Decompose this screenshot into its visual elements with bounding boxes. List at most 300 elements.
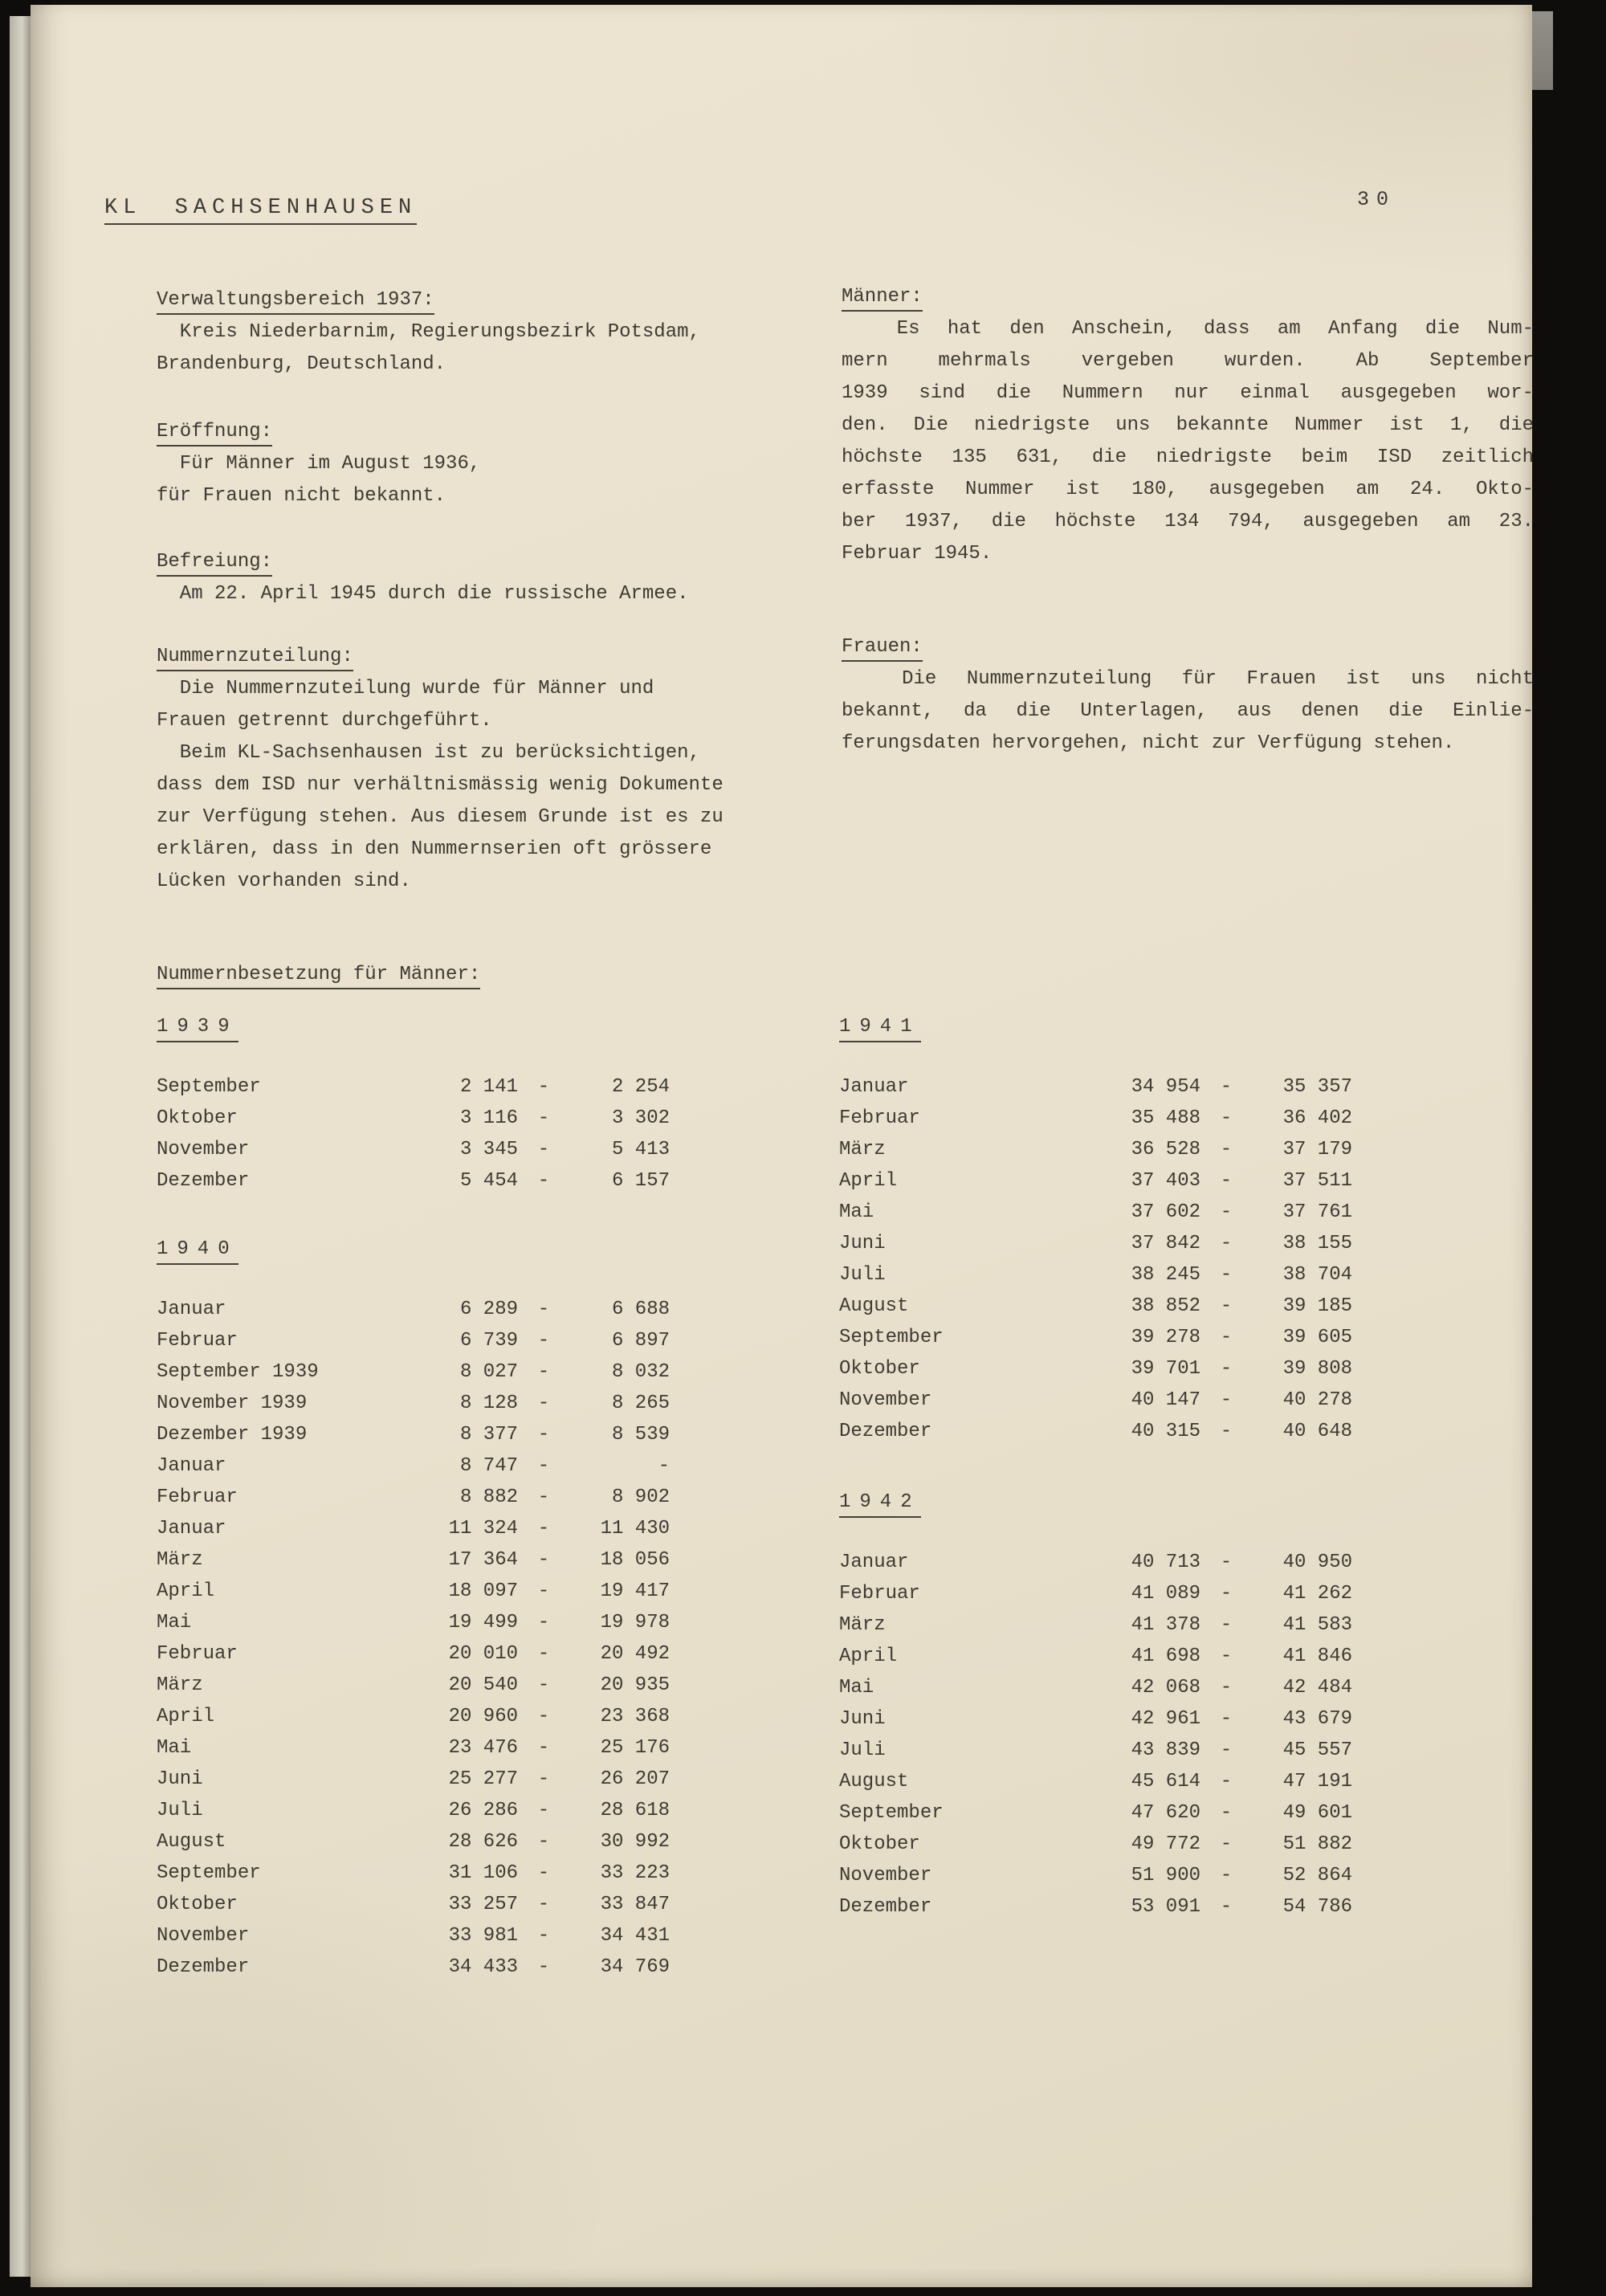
section-body bbox=[157, 316, 775, 381]
range-dash: - bbox=[537, 1518, 550, 1540]
start-number: 19 499 bbox=[448, 1612, 518, 1633]
start-number: 2 141 bbox=[459, 1076, 518, 1098]
start-number: 20 960 bbox=[448, 1706, 518, 1727]
range-dash: - bbox=[537, 1706, 550, 1727]
start-number: 25 277 bbox=[448, 1768, 518, 1790]
end-number: 38 704 bbox=[1282, 1264, 1352, 1286]
section-heading: Eröffnung: bbox=[157, 416, 775, 448]
section-body bbox=[157, 673, 775, 898]
month-label: Februar bbox=[157, 1330, 238, 1352]
month-label: September 1939 bbox=[157, 1361, 319, 1383]
start-number: 20 540 bbox=[448, 1674, 518, 1696]
month-label: April bbox=[839, 1170, 898, 1192]
month-label: Januar bbox=[157, 1299, 226, 1320]
end-number: 19 978 bbox=[600, 1612, 670, 1633]
section-nummernzuteilung bbox=[157, 641, 775, 898]
number-table-1942 bbox=[839, 1491, 1352, 1923]
table-rows bbox=[839, 1547, 1352, 1923]
start-number: 28 626 bbox=[448, 1831, 518, 1853]
end-number: 36 402 bbox=[1282, 1107, 1352, 1129]
end-number: 37 761 bbox=[1282, 1201, 1352, 1223]
month-label: Mai bbox=[157, 1737, 192, 1759]
month-label: Dezember bbox=[839, 1421, 932, 1442]
table-year-heading: 1940 bbox=[157, 1238, 238, 1265]
month-label: März bbox=[157, 1674, 203, 1696]
start-number: 8 128 bbox=[459, 1393, 518, 1414]
section-verwaltungsbereich bbox=[157, 284, 775, 381]
table-rows bbox=[839, 1071, 1352, 1447]
month-label: November bbox=[157, 1925, 250, 1947]
table-row bbox=[157, 1858, 670, 1889]
table-row bbox=[157, 1419, 670, 1450]
table-row bbox=[839, 1829, 1352, 1860]
text-line: für Frauen nicht bekannt. bbox=[157, 485, 446, 507]
section-befreiung bbox=[157, 546, 775, 610]
table-row bbox=[157, 1165, 670, 1197]
end-number: 8 902 bbox=[611, 1486, 670, 1508]
start-number: 5 454 bbox=[459, 1170, 518, 1192]
table-row bbox=[839, 1165, 1352, 1197]
start-number: 33 981 bbox=[448, 1925, 518, 1947]
range-dash: - bbox=[1220, 1802, 1233, 1824]
start-number: 8 747 bbox=[459, 1455, 518, 1477]
range-dash: - bbox=[1220, 1139, 1233, 1160]
text-line: Februar 1945. bbox=[842, 543, 993, 565]
table-row bbox=[157, 1576, 670, 1607]
month-label: Oktober bbox=[839, 1833, 920, 1855]
table-row bbox=[839, 1291, 1352, 1322]
table-row bbox=[839, 1735, 1352, 1766]
month-label: Januar bbox=[157, 1455, 226, 1477]
text-line: Die Nummernzuteilung für Frauen ist uns nicht bbox=[842, 668, 1534, 690]
section-body bbox=[157, 578, 775, 610]
start-number: 42 068 bbox=[1131, 1677, 1200, 1699]
table-row bbox=[157, 1670, 670, 1701]
start-number: 40 713 bbox=[1131, 1552, 1200, 1573]
range-dash: - bbox=[1220, 1739, 1233, 1761]
range-dash: - bbox=[537, 1330, 550, 1352]
month-label: Mai bbox=[839, 1201, 874, 1223]
range-dash: - bbox=[537, 1831, 550, 1853]
month-label: April bbox=[839, 1646, 898, 1667]
month-label: Juni bbox=[157, 1768, 203, 1790]
month-label: Dezember bbox=[157, 1956, 250, 1978]
start-number: 8 027 bbox=[459, 1361, 518, 1383]
end-number: 3 302 bbox=[611, 1107, 670, 1129]
section-heading: Verwaltungsbereich 1937: bbox=[157, 284, 775, 316]
range-dash: - bbox=[1220, 1295, 1233, 1317]
start-number: 53 091 bbox=[1131, 1896, 1200, 1918]
start-number: 37 842 bbox=[1131, 1233, 1200, 1254]
start-number: 3 116 bbox=[459, 1107, 518, 1129]
end-number: 40 278 bbox=[1282, 1389, 1352, 1411]
range-dash: - bbox=[537, 1768, 550, 1790]
range-dash: - bbox=[537, 1894, 550, 1915]
range-dash: - bbox=[1220, 1076, 1233, 1098]
text-line: bekannt, da die Unterlagen, aus denen die Einlie- bbox=[842, 700, 1534, 722]
month-label: November 1939 bbox=[157, 1393, 308, 1414]
start-number: 33 257 bbox=[448, 1894, 518, 1915]
range-dash: - bbox=[1220, 1896, 1233, 1918]
range-dash: - bbox=[537, 1424, 550, 1446]
month-label: Januar bbox=[839, 1076, 909, 1098]
month-label: September bbox=[839, 1802, 944, 1824]
end-number: 35 357 bbox=[1282, 1076, 1352, 1098]
table-year-heading: 1942 bbox=[839, 1491, 921, 1518]
start-number: 8 377 bbox=[459, 1424, 518, 1446]
range-dash: - bbox=[537, 1549, 550, 1571]
table-row bbox=[157, 1103, 670, 1134]
start-number: 37 602 bbox=[1131, 1201, 1200, 1223]
table-row bbox=[839, 1103, 1352, 1134]
start-number: 17 364 bbox=[448, 1549, 518, 1571]
start-number: 51 900 bbox=[1131, 1865, 1200, 1886]
text-line: ber 1937, die höchste 134 794, ausgegeben am 23. bbox=[842, 511, 1534, 532]
range-dash: - bbox=[537, 1455, 550, 1477]
end-number: 34 431 bbox=[600, 1925, 670, 1947]
number-table-1941 bbox=[839, 1015, 1352, 1447]
month-label: August bbox=[839, 1771, 909, 1792]
text-line: höchste 135 631, die niedrigste beim ISD zeitlich bbox=[842, 447, 1534, 468]
range-dash: - bbox=[537, 1643, 550, 1665]
table-row bbox=[157, 1325, 670, 1356]
range-dash: - bbox=[1220, 1646, 1233, 1667]
table-row bbox=[839, 1641, 1352, 1672]
start-number: 20 010 bbox=[448, 1643, 518, 1665]
month-label: April bbox=[157, 1580, 215, 1602]
end-number: 18 056 bbox=[600, 1549, 670, 1571]
end-number: 28 618 bbox=[600, 1800, 670, 1821]
table-row bbox=[157, 1607, 670, 1638]
text-line: zur Verfügung stehen. Aus diesem Grunde ist es zu bbox=[157, 806, 724, 828]
range-dash: - bbox=[537, 1862, 550, 1884]
range-dash: - bbox=[1220, 1677, 1233, 1699]
month-label: Februar bbox=[157, 1643, 238, 1665]
page-title: KL SACHSENHAUSEN bbox=[104, 196, 417, 225]
end-number: 11 430 bbox=[600, 1518, 670, 1540]
text-line: dass dem ISD nur verhältnismässig wenig Dokumente bbox=[157, 774, 724, 796]
month-label: November bbox=[839, 1865, 932, 1886]
section-heading: Befreiung: bbox=[157, 546, 775, 578]
end-number: 41 846 bbox=[1282, 1646, 1352, 1667]
table-row bbox=[839, 1322, 1352, 1353]
month-label: Dezember bbox=[157, 1170, 250, 1192]
end-number: 33 847 bbox=[600, 1894, 670, 1915]
start-number: 41 089 bbox=[1131, 1583, 1200, 1605]
table-row bbox=[157, 1826, 670, 1858]
month-label: Februar bbox=[839, 1107, 920, 1129]
section-frauen bbox=[842, 631, 1534, 760]
end-number: 54 786 bbox=[1282, 1896, 1352, 1918]
end-number: 5 413 bbox=[611, 1139, 670, 1160]
range-dash: - bbox=[537, 1361, 550, 1383]
table-row bbox=[157, 1450, 670, 1482]
month-label: März bbox=[839, 1614, 886, 1636]
table-year-heading: 1941 bbox=[839, 1015, 921, 1042]
month-label: Oktober bbox=[839, 1358, 920, 1380]
document-page bbox=[31, 5, 1532, 2287]
start-number: 40 315 bbox=[1131, 1421, 1200, 1442]
end-number: 49 601 bbox=[1282, 1802, 1352, 1824]
month-label: August bbox=[839, 1295, 909, 1317]
range-dash: - bbox=[1220, 1771, 1233, 1792]
table-row bbox=[839, 1228, 1352, 1259]
range-dash: - bbox=[1220, 1552, 1233, 1573]
start-number: 42 961 bbox=[1131, 1708, 1200, 1730]
table-rows bbox=[157, 1294, 670, 1983]
end-number: 6 688 bbox=[611, 1299, 670, 1320]
range-dash: - bbox=[537, 1393, 550, 1414]
month-label: Oktober bbox=[157, 1107, 238, 1129]
end-number: 20 935 bbox=[600, 1674, 670, 1696]
start-number: 6 289 bbox=[459, 1299, 518, 1320]
start-number: 11 324 bbox=[448, 1518, 518, 1540]
text-line: Für Männer im August 1936, bbox=[157, 453, 481, 475]
table-row bbox=[157, 1638, 670, 1670]
section-heading: Nummernzuteilung: bbox=[157, 641, 775, 673]
month-label: Juli bbox=[839, 1264, 886, 1286]
month-label: Dezember bbox=[839, 1896, 932, 1918]
end-number: 42 484 bbox=[1282, 1677, 1352, 1699]
end-number: 47 191 bbox=[1282, 1771, 1352, 1792]
month-label: Mai bbox=[157, 1612, 192, 1633]
end-number: 40 950 bbox=[1282, 1552, 1352, 1573]
end-number: 45 557 bbox=[1282, 1739, 1352, 1761]
end-number: 19 417 bbox=[600, 1580, 670, 1602]
range-dash: - bbox=[537, 1800, 550, 1821]
range-dash: - bbox=[537, 1139, 550, 1160]
end-number: 41 583 bbox=[1282, 1614, 1352, 1636]
end-number: 30 992 bbox=[600, 1831, 670, 1853]
table-row bbox=[157, 1732, 670, 1764]
end-number: 38 155 bbox=[1282, 1233, 1352, 1254]
range-dash: - bbox=[537, 1925, 550, 1947]
start-number: 38 245 bbox=[1131, 1264, 1200, 1286]
table-year-heading: 1939 bbox=[157, 1015, 238, 1042]
month-label: Juli bbox=[839, 1739, 886, 1761]
start-number: 26 286 bbox=[448, 1800, 518, 1821]
table-row bbox=[157, 1294, 670, 1325]
table-row bbox=[839, 1385, 1352, 1416]
range-dash: - bbox=[1220, 1264, 1233, 1286]
start-number: 39 701 bbox=[1131, 1358, 1200, 1380]
text-line: ferungsdaten hervorgehen, nicht zur Verfügung stehen. bbox=[842, 732, 1455, 754]
section-heading: Frauen: bbox=[842, 631, 1534, 663]
table-row bbox=[157, 1795, 670, 1826]
range-dash: - bbox=[537, 1299, 550, 1320]
start-number: 35 488 bbox=[1131, 1107, 1200, 1129]
month-label: Juni bbox=[839, 1708, 886, 1730]
start-number: 39 278 bbox=[1131, 1327, 1200, 1348]
section-body bbox=[842, 663, 1534, 760]
section-nummernbesetzung bbox=[157, 959, 775, 991]
start-number: 38 852 bbox=[1131, 1295, 1200, 1317]
range-dash: - bbox=[1220, 1865, 1233, 1886]
end-number: 41 262 bbox=[1282, 1583, 1352, 1605]
range-dash: - bbox=[1220, 1833, 1233, 1855]
start-number: 6 739 bbox=[459, 1330, 518, 1352]
table-row bbox=[157, 1356, 670, 1388]
range-dash: - bbox=[1220, 1170, 1233, 1192]
table-row bbox=[157, 1134, 670, 1165]
start-number: 23 476 bbox=[448, 1737, 518, 1759]
range-dash: - bbox=[1220, 1201, 1233, 1223]
range-dash: - bbox=[1220, 1107, 1233, 1129]
section-eroeffnung bbox=[157, 416, 775, 512]
start-number: 36 528 bbox=[1131, 1139, 1200, 1160]
end-number: 8 265 bbox=[611, 1393, 670, 1414]
month-label: Mai bbox=[839, 1677, 874, 1699]
number-table-1939 bbox=[157, 1015, 670, 1197]
table-row bbox=[839, 1891, 1352, 1923]
end-number: 51 882 bbox=[1282, 1833, 1352, 1855]
end-number: 6 897 bbox=[611, 1330, 670, 1352]
month-label: Juni bbox=[839, 1233, 886, 1254]
text-line: Beim KL-Sachsenhausen ist zu berücksichtigen, bbox=[157, 742, 700, 764]
table-row bbox=[839, 1197, 1352, 1228]
month-label: Juli bbox=[157, 1800, 203, 1821]
text-line: Es hat den Anschein, dass am Anfang die Num- bbox=[842, 318, 1534, 340]
range-dash: - bbox=[1220, 1583, 1233, 1605]
table-row bbox=[839, 1071, 1352, 1103]
table-row bbox=[157, 1513, 670, 1544]
end-number: 23 368 bbox=[600, 1706, 670, 1727]
range-dash: - bbox=[1220, 1358, 1233, 1380]
section-heading: Männer: bbox=[842, 281, 1534, 313]
binding-edge bbox=[10, 16, 32, 2277]
text-line: Lücken vorhanden sind. bbox=[157, 871, 411, 892]
table-row bbox=[157, 1071, 670, 1103]
table-row bbox=[839, 1259, 1352, 1291]
range-dash: - bbox=[537, 1170, 550, 1192]
range-dash: - bbox=[1220, 1389, 1233, 1411]
table-row bbox=[157, 1889, 670, 1920]
range-dash: - bbox=[1220, 1614, 1233, 1636]
section-body bbox=[157, 448, 775, 512]
table-row bbox=[839, 1547, 1352, 1578]
table-row bbox=[157, 1764, 670, 1795]
table-row bbox=[157, 1388, 670, 1419]
section-maenner bbox=[842, 281, 1534, 570]
month-label: März bbox=[157, 1549, 203, 1571]
end-number: 39 605 bbox=[1282, 1327, 1352, 1348]
end-number: 52 864 bbox=[1282, 1865, 1352, 1886]
start-number: 18 097 bbox=[448, 1580, 518, 1602]
text-line: mern mehrmals vergeben wurden. Ab September bbox=[842, 350, 1534, 372]
month-label: September bbox=[839, 1327, 944, 1348]
table-row bbox=[839, 1860, 1352, 1891]
text-line: Brandenburg, Deutschland. bbox=[157, 353, 446, 375]
month-label: Januar bbox=[157, 1518, 226, 1540]
start-number: 3 345 bbox=[459, 1139, 518, 1160]
month-label: Februar bbox=[839, 1583, 920, 1605]
start-number: 31 106 bbox=[448, 1862, 518, 1884]
end-number: 6 157 bbox=[611, 1170, 670, 1192]
range-dash: - bbox=[1220, 1327, 1233, 1348]
start-number: 34 954 bbox=[1131, 1076, 1200, 1098]
section-heading: Nummernbesetzung für Männer: bbox=[157, 959, 775, 991]
text-line: Kreis Niederbarnim, Regierungsbezirk Potsdam, bbox=[157, 321, 700, 343]
month-label: November bbox=[839, 1389, 932, 1411]
month-label: Dezember 1939 bbox=[157, 1424, 308, 1446]
start-number: 34 433 bbox=[448, 1956, 518, 1978]
end-number: 43 679 bbox=[1282, 1708, 1352, 1730]
table-row bbox=[839, 1609, 1352, 1641]
range-dash: - bbox=[537, 1107, 550, 1129]
section-body bbox=[842, 313, 1534, 570]
text-line: den. Die niedrigste uns bekannte Nummer ist 1, die bbox=[842, 414, 1534, 436]
page-number: 30 bbox=[1357, 188, 1396, 211]
month-label: Februar bbox=[157, 1486, 238, 1508]
start-number: 41 698 bbox=[1131, 1646, 1200, 1667]
start-number: 40 147 bbox=[1131, 1389, 1200, 1411]
range-dash: - bbox=[537, 1674, 550, 1696]
start-number: 43 839 bbox=[1131, 1739, 1200, 1761]
table-row bbox=[839, 1134, 1352, 1165]
start-number: 45 614 bbox=[1131, 1771, 1200, 1792]
start-number: 41 378 bbox=[1131, 1614, 1200, 1636]
month-label: September bbox=[157, 1862, 261, 1884]
table-row bbox=[839, 1703, 1352, 1735]
month-label: März bbox=[839, 1139, 886, 1160]
number-table-1940 bbox=[157, 1238, 670, 1983]
table-row bbox=[157, 1482, 670, 1513]
end-number: 33 223 bbox=[600, 1862, 670, 1884]
month-label: August bbox=[157, 1831, 226, 1853]
start-number: 47 620 bbox=[1131, 1802, 1200, 1824]
end-number: 20 492 bbox=[600, 1643, 670, 1665]
table-row bbox=[157, 1544, 670, 1576]
end-number: 40 648 bbox=[1282, 1421, 1352, 1442]
range-dash: - bbox=[537, 1580, 550, 1602]
end-number: 37 511 bbox=[1282, 1170, 1352, 1192]
end-number: - bbox=[658, 1455, 670, 1477]
range-dash: - bbox=[1220, 1708, 1233, 1730]
table-row bbox=[839, 1416, 1352, 1447]
table-row bbox=[157, 1701, 670, 1732]
end-number: 37 179 bbox=[1282, 1139, 1352, 1160]
range-dash: - bbox=[1220, 1421, 1233, 1442]
table-row bbox=[839, 1766, 1352, 1797]
table-row bbox=[839, 1353, 1352, 1385]
start-number: 37 403 bbox=[1131, 1170, 1200, 1192]
table-row bbox=[839, 1672, 1352, 1703]
text-line: Frauen getrennt durchgeführt. bbox=[157, 710, 492, 732]
end-number: 25 176 bbox=[600, 1737, 670, 1759]
month-label: Januar bbox=[839, 1552, 909, 1573]
text-line: erfasste Nummer ist 180, ausgegeben am 24. Okto- bbox=[842, 479, 1534, 500]
end-number: 26 207 bbox=[600, 1768, 670, 1790]
start-number: 8 882 bbox=[459, 1486, 518, 1508]
end-number: 8 539 bbox=[611, 1424, 670, 1446]
text-line: Die Nummernzuteilung wurde für Männer und bbox=[157, 678, 654, 699]
range-dash: - bbox=[537, 1956, 550, 1978]
text-line: 1939 sind die Nummern nur einmal ausgegeben wor- bbox=[842, 382, 1534, 404]
range-dash: - bbox=[537, 1737, 550, 1759]
month-label: Oktober bbox=[157, 1894, 238, 1915]
month-label: September bbox=[157, 1076, 261, 1098]
table-rows bbox=[157, 1071, 670, 1197]
end-number: 2 254 bbox=[611, 1076, 670, 1098]
end-number: 8 032 bbox=[611, 1361, 670, 1383]
table-row bbox=[157, 1920, 670, 1951]
end-number: 34 769 bbox=[600, 1956, 670, 1978]
range-dash: - bbox=[537, 1076, 550, 1098]
start-number: 49 772 bbox=[1131, 1833, 1200, 1855]
text-line: Am 22. April 1945 durch die russische Armee. bbox=[157, 583, 689, 605]
range-dash: - bbox=[537, 1612, 550, 1633]
text-line: erklären, dass in den Nummernserien oft grössere bbox=[157, 838, 712, 860]
